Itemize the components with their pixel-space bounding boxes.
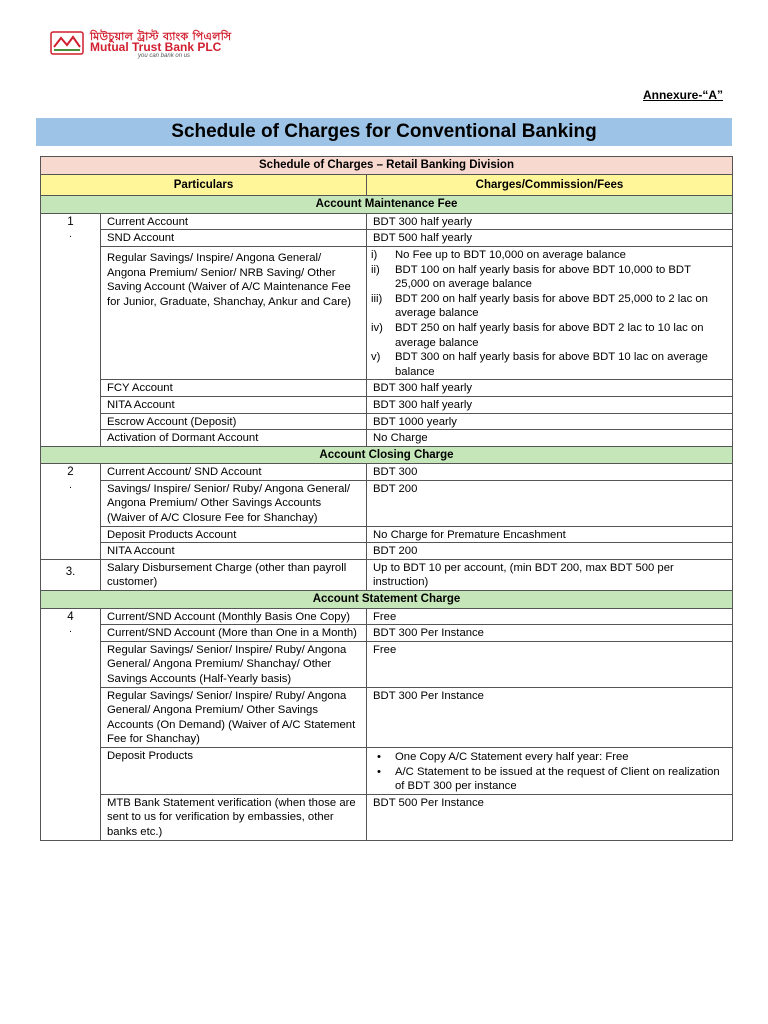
particulars-cell: SND Account bbox=[101, 230, 367, 247]
particulars-cell: Current Account bbox=[101, 213, 367, 230]
section-number-value: 2 bbox=[67, 466, 74, 479]
particulars-cell: Regular Savings/ Senior/ Inspire/ Ruby/ Angona General/ Angona Premium/ Shanchay/ Other Savings Accounts (Half-Yearly basis) bbox=[101, 641, 367, 687]
section-header-row bbox=[41, 591, 733, 609]
particulars-cell: Activation of Dormant Account bbox=[101, 430, 367, 447]
list-item bbox=[371, 263, 728, 292]
charge-cell bbox=[367, 246, 733, 379]
list-item-number: iii) bbox=[371, 292, 383, 305]
section-header-row bbox=[41, 446, 733, 464]
particulars-cell: NITA Account bbox=[101, 396, 367, 413]
table-row bbox=[41, 413, 733, 430]
list-item bbox=[371, 292, 728, 321]
charge-cell: BDT 300 Per Instance bbox=[367, 687, 733, 747]
charge-cell: BDT 200 bbox=[367, 480, 733, 526]
charge-cell: Free bbox=[367, 608, 733, 625]
section-number-dot: . bbox=[69, 479, 72, 491]
charge-cell: No Charge for Premature Encashment bbox=[367, 526, 733, 543]
section-title: Account Maintenance Fee bbox=[41, 196, 733, 214]
particulars-cell: Current/SND Account (More than One in a Month) bbox=[101, 625, 367, 642]
particulars-cell: Savings/ Inspire/ Senior/ Ruby/ Angona General/ Angona Premium/ Other Savings Accounts (Waiver of A/C Closure Fee for Shanchay) bbox=[101, 480, 367, 526]
table-row bbox=[41, 464, 733, 481]
particulars-cell: MTB Bank Statement verification (when those are sent to us for verification by embassies, other banks etc.) bbox=[101, 794, 367, 840]
table-row bbox=[41, 230, 733, 247]
mtb-logo-icon bbox=[50, 31, 84, 55]
table-row bbox=[41, 246, 733, 379]
logo-bank-name: Mutual Trust Bank PLC bbox=[90, 40, 222, 54]
table-row bbox=[41, 794, 733, 840]
list-item: • One Copy A/C Statement every half year: Free bbox=[373, 750, 728, 765]
fee-tier-list bbox=[371, 248, 728, 379]
table-row bbox=[41, 380, 733, 397]
list-item-text: BDT 200 on half yearly basis for above BDT 25,000 to 2 lac on average balance bbox=[395, 292, 708, 320]
charge-cell: BDT 300 Per Instance bbox=[367, 625, 733, 642]
section-number bbox=[41, 213, 101, 446]
section-number bbox=[41, 464, 101, 560]
schedule-table bbox=[40, 156, 733, 841]
particulars-cell: Deposit Products bbox=[101, 747, 367, 794]
charge-cell: Free bbox=[367, 641, 733, 687]
list-item-text: No Fee up to BDT 10,000 on average balance bbox=[395, 248, 626, 261]
division-header: Schedule of Charges – Retail Banking Division bbox=[41, 157, 733, 175]
charge-cell bbox=[367, 747, 733, 794]
division-header-row bbox=[41, 157, 733, 175]
particulars-cell: FCY Account bbox=[101, 380, 367, 397]
section-number: 3. bbox=[41, 559, 101, 590]
bank-logo bbox=[50, 28, 270, 62]
list-item-number: iv) bbox=[371, 321, 383, 334]
section-number bbox=[41, 608, 101, 840]
charge-cell: Up to BDT 10 per account, (min BDT 200, max BDT 500 per instruction) bbox=[367, 559, 733, 590]
particulars-cell: Regular Savings/ Senior/ Inspire/ Ruby/ Angona General/ Angona Premium/ Other Savings Accounts (On Demand) (Waiver of A/C Statement Fee for Shanchay) bbox=[101, 687, 367, 747]
column-header-charges: Charges/Commission/Fees bbox=[367, 174, 733, 196]
charge-cell: BDT 300 half yearly bbox=[367, 380, 733, 397]
list-item-text: BDT 300 on half yearly basis for above BDT 10 lac on average balance bbox=[395, 351, 708, 378]
list-item: • A/C Statement to be issued at the request of Client on realization of BDT 300 per instance bbox=[373, 765, 728, 794]
charge-cell: BDT 500 Per Instance bbox=[367, 794, 733, 840]
list-item-number: ii) bbox=[371, 263, 380, 276]
table-row bbox=[41, 608, 733, 625]
particulars-cell: Current Account/ SND Account bbox=[101, 464, 367, 481]
table-row bbox=[41, 543, 733, 560]
particulars-cell: Deposit Products Account bbox=[101, 526, 367, 543]
particulars-cell: Regular Savings/ Inspire/ Angona General/ Angona Premium/ Senior/ NRB Saving/ Other Saving Account (Waiver of A/C Maintenance Fee for Junior, Graduate, Shanchay, Ankur and Care) bbox=[101, 246, 367, 379]
charge-cell: BDT 500 half yearly bbox=[367, 230, 733, 247]
section-number-value: 4 bbox=[67, 610, 74, 623]
charge-cell: BDT 200 bbox=[367, 543, 733, 560]
column-header-row bbox=[41, 174, 733, 196]
statement-bullet-list bbox=[373, 750, 728, 794]
list-item-number: v) bbox=[371, 351, 381, 364]
table-row bbox=[41, 430, 733, 447]
table-row bbox=[41, 480, 733, 526]
table-row bbox=[41, 625, 733, 642]
list-item-text: BDT 250 on half yearly basis for above BDT 2 lac to 10 lac on average balance bbox=[395, 321, 704, 349]
section-header-row bbox=[41, 196, 733, 214]
table-row bbox=[41, 396, 733, 413]
section-number-dot: . bbox=[69, 624, 72, 636]
section-title: Account Statement Charge bbox=[41, 591, 733, 609]
column-header-particulars: Particulars bbox=[41, 174, 367, 196]
charge-cell: BDT 300 half yearly bbox=[367, 396, 733, 413]
table-row bbox=[41, 213, 733, 230]
charge-cell: No Charge bbox=[367, 430, 733, 447]
table-row bbox=[41, 641, 733, 687]
table-row bbox=[41, 559, 733, 590]
particulars-cell: Salary Disbursement Charge (other than payroll customer) bbox=[101, 559, 367, 590]
section-number-dot: . bbox=[69, 229, 72, 241]
charge-cell: BDT 300 bbox=[367, 464, 733, 481]
table-row bbox=[41, 747, 733, 794]
particulars-cell: Escrow Account (Deposit) bbox=[101, 413, 367, 430]
annexure-label: Annexure-“A” bbox=[642, 88, 723, 102]
list-item bbox=[371, 350, 728, 379]
logo-tagline: you can bank on us bbox=[138, 53, 191, 59]
table-row bbox=[41, 526, 733, 543]
list-item-text: BDT 100 on half yearly basis for above BDT 10,000 to BDT 25,000 on average balance bbox=[395, 263, 691, 291]
list-item bbox=[371, 248, 728, 263]
list-item bbox=[371, 321, 728, 350]
particulars-cell: Current/SND Account (Monthly Basis One Copy) bbox=[101, 608, 367, 625]
list-item-number: i) bbox=[371, 248, 378, 261]
table-row bbox=[41, 687, 733, 747]
section-title: Account Closing Charge bbox=[41, 446, 733, 464]
charge-cell: BDT 1000 yearly bbox=[367, 413, 733, 430]
page-title: Schedule of Charges for Conventional Banking bbox=[36, 118, 732, 146]
charge-cell: BDT 300 half yearly bbox=[367, 213, 733, 230]
particulars-cell: NITA Account bbox=[101, 543, 367, 560]
section-number-value: 1 bbox=[67, 215, 74, 228]
logo-bengali-text: মিউচুয়াল ট্রাস্ট ব্যাংক পিএলসি bbox=[90, 30, 232, 43]
